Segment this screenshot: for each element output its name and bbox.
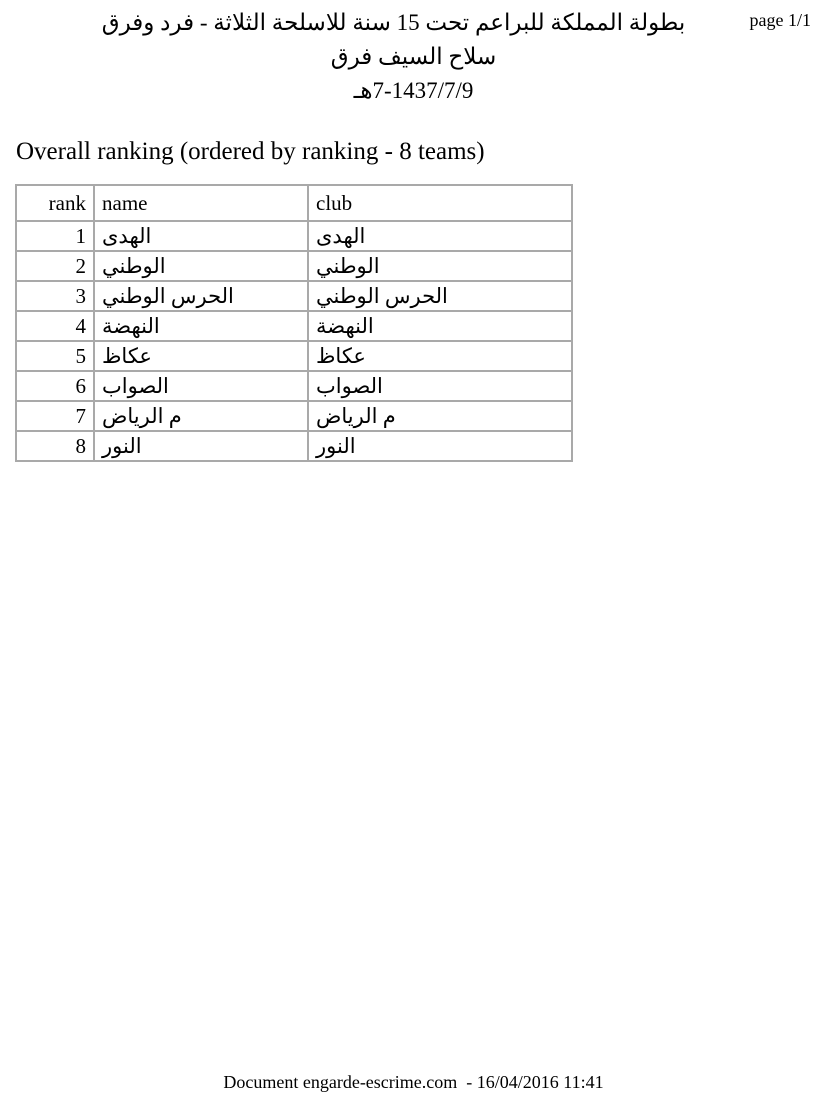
table-row	[16, 281, 572, 311]
column-header-club: club	[308, 185, 572, 221]
name-cell	[94, 371, 308, 401]
document-header	[0, 6, 827, 108]
rank-cell: 6	[16, 371, 94, 401]
club-cell	[308, 281, 572, 311]
club-cell	[308, 311, 572, 341]
table-row	[16, 371, 572, 401]
rank-cell: 3	[16, 281, 94, 311]
club-text: الصواب	[316, 373, 383, 398]
club-text: م الرياض	[316, 403, 396, 428]
rank-cell: 1	[16, 221, 94, 251]
name-text: م الرياض	[102, 403, 182, 428]
club-text: النهضة	[316, 313, 374, 338]
name-cell	[94, 401, 308, 431]
rank-cell: 5	[16, 341, 94, 371]
table-row	[16, 401, 572, 431]
rank-cell: 7	[16, 401, 94, 431]
page-number: page 1/1	[749, 10, 811, 30]
club-text: النور	[316, 433, 356, 458]
name-cell	[94, 251, 308, 281]
club-cell	[308, 401, 572, 431]
event-subtitle: سلاح السيف فرق	[330, 44, 497, 69]
table-row	[16, 431, 572, 461]
name-cell	[94, 281, 308, 311]
club-text: عكاظ	[316, 343, 366, 368]
name-cell	[94, 341, 308, 371]
club-text: الوطني	[316, 253, 380, 278]
ranking-table	[15, 184, 573, 462]
name-text: الهدى	[102, 223, 152, 248]
rank-cell: 8	[16, 431, 94, 461]
name-text: النهضة	[102, 313, 160, 338]
table-row	[16, 341, 572, 371]
club-cell	[308, 431, 572, 461]
name-text: الصواب	[102, 373, 169, 398]
rank-cell: 4	[16, 311, 94, 341]
name-text: الحرس الوطني	[102, 283, 234, 308]
club-text: الحرس الوطني	[316, 283, 448, 308]
column-header-rank: rank	[16, 185, 94, 221]
name-text: الوطني	[102, 253, 166, 278]
name-text: عكاظ	[102, 343, 152, 368]
table-row	[16, 251, 572, 281]
rank-cell: 2	[16, 251, 94, 281]
name-text: النور	[102, 433, 142, 458]
club-cell	[308, 341, 572, 371]
club-cell	[308, 251, 572, 281]
name-cell	[94, 431, 308, 461]
document-footer: Document engarde-escrime.com - 16/04/2016 11:41	[223, 1072, 604, 1092]
club-text: الهدى	[316, 223, 366, 248]
tournament-title: بطولة المملكة للبراعم تحت 15 سنة للاسلحة الثلاثة - فرد وفرق	[101, 10, 686, 35]
name-cell	[94, 221, 308, 251]
event-date: 7-1437/7/9هـ	[353, 78, 474, 103]
ranking-rows	[16, 221, 572, 461]
club-cell	[308, 371, 572, 401]
name-cell	[94, 311, 308, 341]
table-row	[16, 311, 572, 341]
table-row	[16, 221, 572, 251]
table-header-row	[16, 185, 572, 221]
column-header-name: name	[94, 185, 308, 221]
club-cell	[308, 221, 572, 251]
ranking-title: Overall ranking (ordered by ranking - 8 teams)	[16, 138, 485, 165]
